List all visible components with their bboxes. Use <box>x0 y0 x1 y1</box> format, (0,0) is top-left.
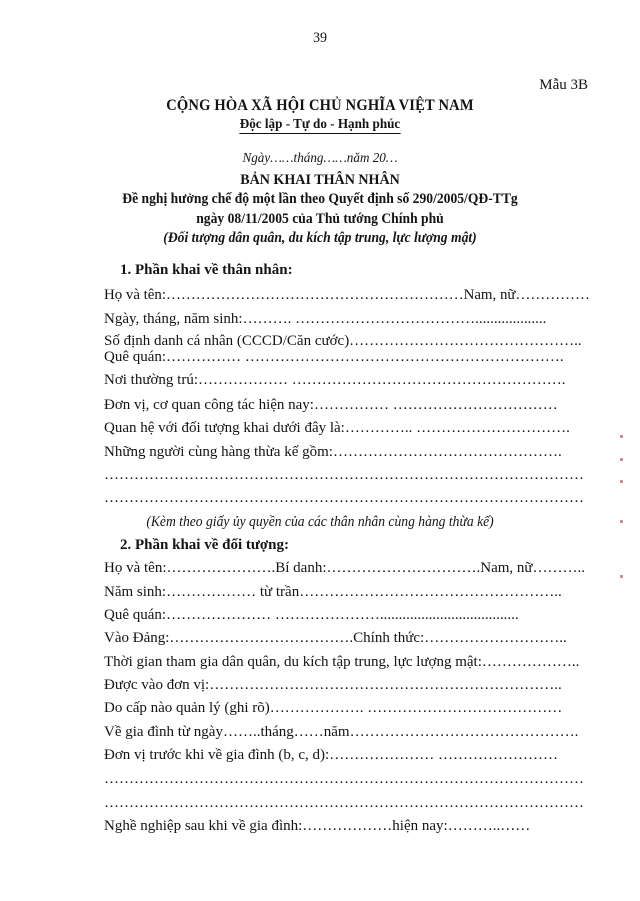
motto-text: Độc lập - Tự do - Hạnh phúc <box>239 117 401 132</box>
field-relative-name: Họ và tên:……………………………………………………Nam, nữ…………… <box>104 287 590 303</box>
subtitle-line-1: Đề nghị hưởng chế độ một lần theo Quyết định số 290/2005/QĐ-TTg <box>122 191 518 207</box>
date-line: Ngày……tháng……năm 20… <box>242 151 398 166</box>
field-subject-birth-death: Năm sinh:……………… từ trần…………………………………………….. <box>104 584 562 600</box>
field-subject-previous-unit: Đơn vị trước khi về gia đình (b, c, d):………………… …………………… <box>104 747 558 763</box>
field-relative-residence: Nơi thường trú:……………… ………………………………………………. <box>104 372 566 388</box>
document-title: BẢN KHAI THÂN NHÂN <box>240 172 400 188</box>
field-heirs-line-3: …………………………………………………………………………………… <box>104 490 584 506</box>
motto <box>20 117 620 133</box>
field-relative-birthdate: Ngày, tháng, năm sinh:………. ………………………………................... <box>104 311 547 327</box>
field-relationship: Quan hệ với đối tượng khai dưới đây là:………….. …………………………. <box>104 420 570 436</box>
field-subject-service-time: Thời gian tham gia dân quân, du kích tập trung, lực lượng mật:……………….. <box>104 654 580 670</box>
section1-note: (Kèm theo giấy ủy quyền của các thân nhân cùng hàng thừa kế) <box>146 514 494 530</box>
field-subject-previous-unit-line-3: …………………………………………………………………………………… <box>104 795 584 811</box>
nation-header: CỘNG HÒA XÃ HỘI CHỦ NGHĨA VIỆT NAM <box>166 97 474 114</box>
field-subject-party: Vào Đảng:……………………………….Chính thức:……………………….. <box>104 630 567 646</box>
field-relative-id-number: Số định danh cá nhân (CCCD/Căn cước)……………………………………….. <box>104 333 582 349</box>
subtitle-line-3: (Đối tượng dân quân, du kích tập trung, lực lượng mật) <box>163 230 477 246</box>
subtitle-line-2: ngày 08/11/2005 của Thủ tướng Chính phủ <box>196 211 444 227</box>
field-subject-unit: Được vào đơn vị:…………………………………………………………….. <box>104 677 562 693</box>
field-heirs-line-2: …………………………………………………………………………………… <box>104 467 584 483</box>
form-code: Mẫu 3B <box>539 77 588 93</box>
field-heirs: Những người cùng hàng thừa kế gồm:………………………………………. <box>104 444 562 460</box>
field-subject-hometown: Quê quán:………………… …………………..................................... <box>104 607 519 623</box>
scan-margin-marks <box>620 400 624 600</box>
field-relative-hometown: Quê quán:…………… ………………………………………………………. <box>104 349 564 365</box>
field-subject-previous-unit-line-2: …………………………………………………………………………………… <box>104 771 584 787</box>
field-subject-return-date: Về gia đình từ ngày……..tháng……năm………………………………………. <box>104 724 579 740</box>
page-number: 39 <box>312 30 328 46</box>
field-subject-occupation: Nghề nghiệp sau khi về gia đình:………………hiện nay:………..…… <box>104 818 531 834</box>
field-subject-managing-level: Do cấp nào quản lý (ghi rõ)………………. ………………………………… <box>104 700 563 716</box>
field-relative-workplace: Đơn vị, cơ quan công tác hiện nay:…………… …………………………… <box>104 397 558 413</box>
section1-heading: 1. Phần khai về thân nhân: <box>120 262 293 278</box>
section2-heading: 2. Phần khai về đối tượng: <box>120 537 290 553</box>
field-subject-name: Họ và tên:………………….Bí danh:………………………….Nam, nữ……….. <box>104 560 586 576</box>
